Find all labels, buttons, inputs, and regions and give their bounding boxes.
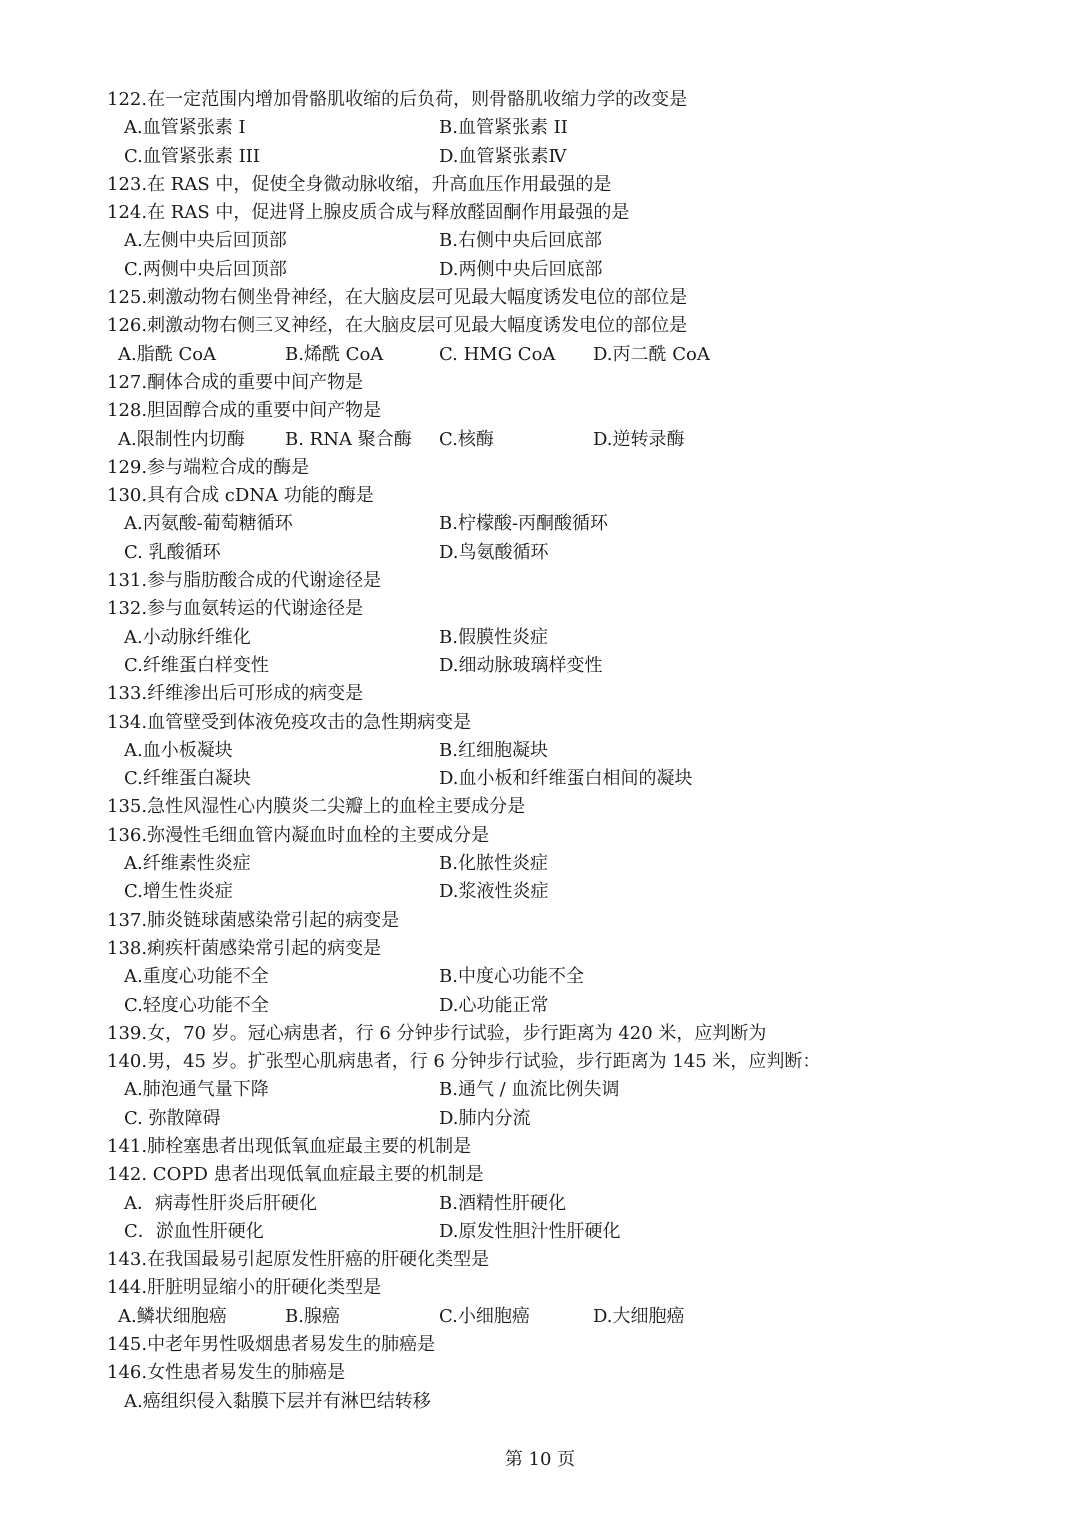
question-stem: 123.在 RAS 中，促使全身微动脉收缩，升高血压作用最强的是: [107, 173, 612, 195]
option-a: C. 弥散障碍: [124, 1107, 221, 1129]
question-stem: 131.参与脂肪酸合成的代谢途径是: [107, 570, 382, 592]
option-b: D.血小板和纤维蛋白相间的凝块: [439, 768, 693, 790]
option-a: A．病毒性肝炎后肝硬化: [124, 1192, 317, 1214]
option-a: C．淤血性肝硬化: [124, 1220, 264, 1242]
option-a: C.血管紧张素 III: [124, 145, 260, 167]
question-stem: 137.肺炎链球菌感染常引起的病变是: [107, 909, 400, 931]
option-d: D.逆转录酶: [593, 428, 685, 450]
option-a: C.纤维蛋白样变性: [124, 654, 269, 676]
option-row: [107, 227, 1007, 255]
option-a: C.纤维蛋白凝块: [124, 768, 251, 790]
question-stem: 135.急性风湿性心内膜炎二尖瓣上的血栓主要成分是: [107, 796, 526, 818]
option-a: A.肺泡通气量下降: [124, 1079, 269, 1101]
option-b: D.血管紧张素Ⅳ: [439, 145, 567, 167]
question-stem: 143.在我国最易引起原发性肝癌的肝硬化类型是: [107, 1249, 490, 1271]
option-d: D.丙二酰 CoA: [593, 343, 710, 365]
option-a: C.轻度心功能不全: [124, 994, 269, 1016]
option-row: [107, 1388, 1007, 1416]
option-c: C.核酶: [439, 428, 494, 450]
option-a: A.纤维素性炎症: [124, 853, 251, 875]
question-stem: 133.纤维渗出后可形成的病变是: [107, 683, 364, 705]
option-row: [107, 114, 1007, 142]
option-row: [107, 1190, 1007, 1218]
question-stem: 124.在 RAS 中，促进肾上腺皮质合成与释放醛固酮作用最强的是: [107, 202, 630, 224]
question-stem: 127.酮体合成的重要中间产物是: [107, 371, 364, 393]
option-b: D.肺内分流: [439, 1107, 531, 1129]
question-stem: 132.参与血氨转运的代谢途径是: [107, 598, 364, 620]
question-stem: 128.胆固醇合成的重要中间产物是: [107, 400, 382, 422]
question-stem: 122.在一定范围内增加骨骼肌收缩的后负荷，则骨骼肌收缩力学的改变是: [107, 89, 688, 110]
option-b: B.血管紧张素 II: [439, 117, 568, 139]
question-stem: 144.肝脏明显缩小的肝硬化类型是: [107, 1277, 382, 1299]
option-b: B.红细胞凝块: [439, 739, 548, 761]
option-row: [107, 539, 1007, 567]
option-row: [107, 878, 1007, 906]
option-b: B.柠檬酸-丙酮酸循环: [439, 513, 609, 535]
question-stem: 125.刺激动物右侧坐骨神经，在大脑皮层可见最大幅度诱发电位的部位是: [107, 287, 688, 309]
option-row: [107, 737, 1007, 765]
question-stem: 138.痢疾杆菌感染常引起的病变是: [107, 937, 382, 959]
option-a: A.脂酰 CoA: [118, 343, 217, 365]
option-b: B.假膜性炎症: [439, 626, 548, 648]
option-a: C.两侧中央后回顶部: [124, 258, 287, 280]
option-c: C.小细胞癌: [439, 1305, 530, 1327]
option-row: [107, 341, 1007, 369]
option-row: [107, 765, 1007, 793]
option-b: D.心功能正常: [439, 994, 549, 1016]
option-row: [107, 992, 1007, 1020]
question-stem: 129.参与端粒合成的酶是: [107, 456, 310, 478]
option-row: [107, 1303, 1007, 1331]
option-b: B.化脓性炎症: [439, 853, 548, 875]
option-row: [107, 1076, 1007, 1104]
question-list: [107, 86, 1007, 1416]
question-stem: 130.具有合成 cDNA 功能的酶是: [107, 485, 374, 507]
page-number: 第 10 页: [504, 1449, 576, 1470]
question-stem: 142. COPD 患者出现低氧血症最主要的机制是: [107, 1164, 484, 1186]
question-stem: 126.刺激动物右侧三叉神经，在大脑皮层可见最大幅度诱发电位的部位是: [107, 315, 688, 337]
option-b: B.通气 / 血流比例失调: [439, 1079, 620, 1101]
option-a: A.限制性内切酶: [118, 428, 245, 450]
option-a: C.增生性炎症: [124, 881, 233, 903]
option-b: B.酒精性肝硬化: [439, 1192, 566, 1214]
option-row: [107, 1105, 1007, 1133]
option-a: A.重度心功能不全: [124, 966, 269, 988]
option-b: D.鸟氨酸循环: [439, 541, 549, 563]
option-a: A.左侧中央后回顶部: [124, 230, 287, 252]
option-a: C. 乳酸循环: [124, 541, 221, 563]
option-b: D.细动脉玻璃样变性: [439, 654, 603, 676]
option-a: A.癌组织侵入黏膜下层并有淋巴结转移: [124, 1390, 431, 1412]
option-row: [107, 143, 1007, 171]
option-row: [107, 1218, 1007, 1246]
option-row: [107, 850, 1007, 878]
option-row: [107, 426, 1007, 454]
option-b: B. RNA 聚合酶: [285, 428, 412, 450]
question-stem: 134.血管壁受到体液免疫攻击的急性期病变是: [107, 711, 472, 733]
option-row: [107, 510, 1007, 538]
option-b: D.两侧中央后回底部: [439, 258, 603, 280]
question-stem: 145.中老年男性吸烟患者易发生的肺癌是: [107, 1334, 436, 1356]
option-b: D.原发性胆汁性肝硬化: [439, 1220, 621, 1242]
option-a: A.血小板凝块: [124, 739, 233, 761]
option-row: [107, 652, 1007, 680]
option-b: B.右侧中央后回底部: [439, 230, 602, 252]
option-a: A.血管紧张素 Ⅰ: [124, 117, 246, 139]
option-row: [107, 624, 1007, 652]
option-b: D.浆液性炎症: [439, 881, 549, 903]
question-stem: 139.女，70 岁。冠心病患者，行 6 分钟步行试验，步行距离为 420 米，应判断为: [107, 1022, 767, 1044]
option-d: D.大细胞癌: [593, 1305, 685, 1327]
option-b: B.烯酰 CoA: [285, 343, 384, 365]
question-stem: 146.女性患者易发生的肺癌是: [107, 1362, 346, 1384]
option-a: A.丙氨酸-葡萄糖循环: [124, 513, 293, 535]
option-row: [107, 256, 1007, 284]
question-stem: 136.弥漫性毛细血管内凝血时血栓的主要成分是: [107, 824, 490, 846]
option-b: B.中度心功能不全: [439, 966, 584, 988]
option-a: A.鳞状细胞癌: [118, 1305, 227, 1327]
option-c: C. HMG CoA: [439, 343, 556, 365]
question-stem: 140.男，45 岁。扩张型心肌病患者，行 6 分钟步行试验，步行距离为 145 米，应判断：: [107, 1051, 821, 1073]
question-stem: 141.肺栓塞患者出现低氧血症最主要的机制是: [107, 1135, 472, 1157]
option-b: B.腺癌: [285, 1305, 340, 1327]
option-a: A.小动脉纤维化: [124, 626, 251, 648]
option-row: [107, 963, 1007, 991]
